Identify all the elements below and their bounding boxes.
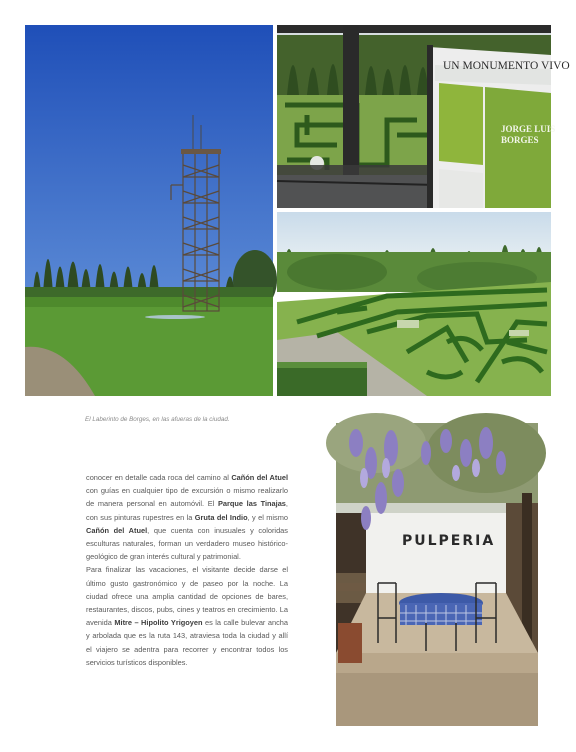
pulperia-sign: PULPERIA	[402, 533, 496, 549]
sign-name-line2: BORGES	[501, 135, 539, 145]
hedge-maze-photo	[277, 212, 551, 396]
paragraph-2	[86, 563, 288, 669]
tower-photo	[25, 25, 273, 396]
text-run: , con sus pinturas rupestres en la	[86, 499, 288, 522]
sign-title: UN MONUMENTO VIVO	[443, 60, 570, 72]
maze-sign-photo	[277, 25, 570, 208]
bold-avenida-mitre: Mitre – Hipolito Yrigoyen	[114, 618, 203, 628]
text-run: Para finalizar las vacaciones, el visitante decide darse el último gusto gastronómico y de paseo por la noche. La ciudad ofrece una amplia cantidad de opciones de bares, restaurantes, discos, pubs, cines y teatros en crecimiento. La avenida	[86, 565, 288, 628]
paragraph-1	[86, 471, 288, 563]
text-run: conocer en detalle cada roca del camino al	[86, 473, 232, 482]
bold-canon-del-atuel-2: Cañón del Atuel	[86, 525, 148, 535]
text-run: con guías en cualquier tipo de excursión o mismo realizarlo de manera personal en automóvil. El	[86, 486, 288, 509]
photo-caption: El Laberinto de Borges, en las afueras de la ciudad.	[85, 416, 230, 423]
article-body	[86, 471, 288, 669]
bold-parque-las-tinajas: Parque las Tinajas	[217, 499, 286, 509]
sign-name-line1: JORGE LUIS	[501, 124, 556, 134]
text-run: es la calle bulevar ancha y arbolada que es la ruta 143, atraviesa toda la ciudad y allí el viajero se adentra para recorrer y encontrar todos los servicios turísticos disponibles.	[86, 618, 288, 667]
bold-canon-del-atuel: Cañón del Atuel	[231, 473, 288, 482]
text-run: , y el mismo	[247, 512, 288, 522]
pulperia-photo	[336, 423, 538, 726]
bold-gruta-del-indio: Gruta del Indio	[194, 512, 248, 522]
text-run: , que cuenta con inusuales y coloridas esculturas naturales, forman un verdadero museo histórico-geológico de gran interés cultural y patrimonial.	[86, 525, 288, 562]
